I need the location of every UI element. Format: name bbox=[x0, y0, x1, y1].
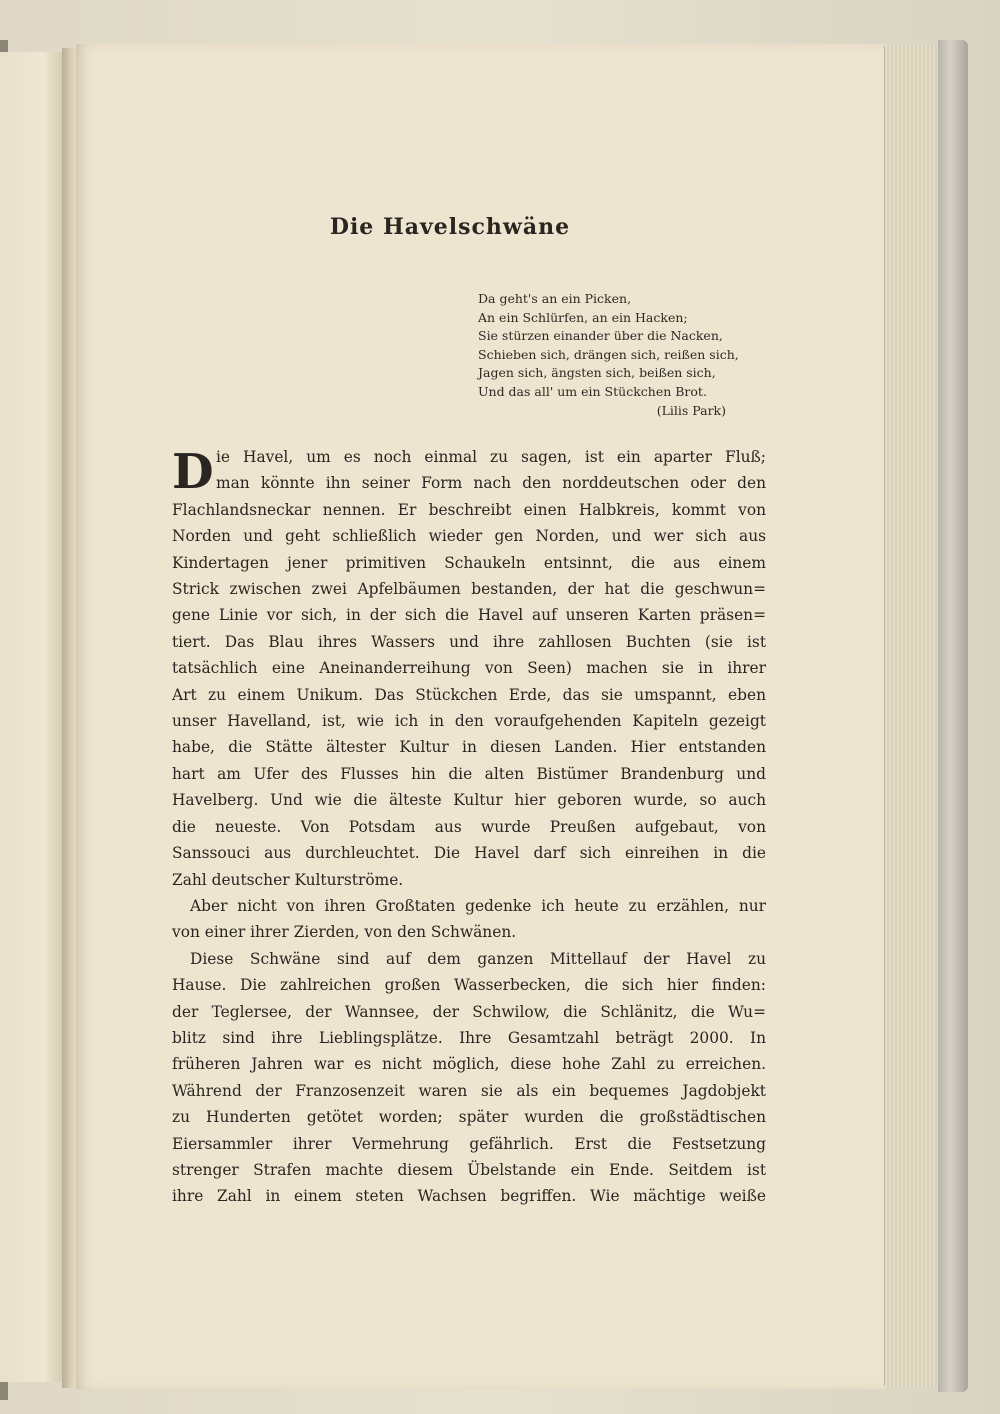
text-line: tatsächlich eine Aneinanderreihung von Seen) machen sie in ihrer bbox=[172, 659, 766, 678]
text-line: ie Havel, um es noch einmal zu sagen, ist ein aparter Fluß; bbox=[216, 448, 766, 466]
epigraph-line: Und das all' um ein Stückchen Brot. bbox=[478, 383, 707, 399]
text-line: tiert. Das Blau ihres Wassers und ihre zahllosen Buchten (sie ist bbox=[172, 632, 766, 651]
text-line: Art zu einem Unikum. Das Stückchen Erde, das sie umspannt, eben bbox=[172, 685, 766, 704]
text-line: ihre Zahl in einem steten Wachsen begriffen. Wie mächtige weiße bbox=[172, 1187, 766, 1206]
epigraph-line: Da geht's an ein Picken, bbox=[478, 291, 632, 306]
epigraph-line: An ein Schlürfen, an ein Hacken; bbox=[478, 309, 688, 325]
text-line: Norden und geht schließlich wieder gen Norden, und wer sich aus bbox=[172, 527, 766, 546]
text-line: habe, die Stätte ältester Kultur in diesen Landen. Hier entstanden bbox=[172, 738, 766, 757]
epigraph-line: Jagen sich, ängsten sich, beißen sich, bbox=[478, 365, 716, 381]
paragraph-1 bbox=[172, 444, 766, 893]
chapter-title: Die Havelschwäne bbox=[329, 214, 571, 240]
text-line: blitz sind ihre Lieblingsplätze. Ihre Gesamtzahl beträgt 2000. In bbox=[172, 1028, 766, 1047]
text-line: strenger Strafen machte diesem Übelstande ein Ende. Seitdem ist bbox=[172, 1160, 766, 1179]
text-line: Aber nicht von ihren Großtaten gedenke ich heute zu erzählen, nur bbox=[190, 896, 766, 915]
text-line: Havelberg. Und wie die älteste Kultur hier geboren wurde, so auch bbox=[172, 791, 766, 810]
epigraph bbox=[478, 290, 748, 420]
text-line: Während der Franzosenzeit waren sie als ein bequemes Jagdobjekt bbox=[172, 1081, 766, 1100]
back-cover-edge bbox=[938, 40, 968, 1392]
text-line: Zahl deutscher Kulturströme. bbox=[172, 870, 404, 889]
text-line: Sanssouci aus durchleuchtet. Die Havel darf sich einreihen in die bbox=[172, 844, 766, 863]
epigraph-line: Sie stürzen einander über die Nacken, bbox=[478, 328, 723, 344]
text-line: Diese Schwäne sind auf dem ganzen Mittellauf der Havel zu bbox=[190, 949, 766, 968]
text-line: man könnte ihn seiner Form nach den norddeutschen oder den bbox=[216, 474, 766, 493]
drop-cap: D bbox=[172, 444, 214, 500]
paragraph-2 bbox=[172, 893, 766, 946]
text-line: Kindertagen jener primitiven Schaukeln entsinnt, die aus einem bbox=[172, 553, 766, 572]
book-gutter bbox=[62, 48, 76, 1388]
left-page-edge bbox=[0, 52, 63, 1382]
text-line: von einer ihrer Zierden, von den Schwänen. bbox=[172, 923, 517, 942]
epigraph-line: Schieben sich, drängen sich, reißen sich, bbox=[478, 346, 739, 362]
text-line: die neueste. Von Potsdam aus wurde Preußen aufgebaut, von bbox=[172, 817, 766, 836]
text-line: der Teglersee, der Wannsee, der Schwilow, die Schlänitz, die Wu= bbox=[172, 1002, 766, 1021]
text-line: zu Hunderten getötet worden; später wurden die großstädtischen bbox=[172, 1108, 766, 1127]
epigraph-source: (Lilis Park) bbox=[656, 402, 726, 418]
page-stack-edges bbox=[884, 46, 939, 1386]
text-line: Eiersammler ihrer Vermehrung gefährlich. Erst die Festsetzung bbox=[172, 1134, 766, 1153]
text-line: früheren Jahren war es nicht möglich, diese hohe Zahl zu erreichen. bbox=[172, 1055, 766, 1074]
text-line: gene Linie vor sich, in der sich die Havel auf unseren Karten präsen= bbox=[172, 606, 766, 625]
text-line: Strick zwischen zwei Apfelbäumen bestanden, der hat die geschwun= bbox=[172, 580, 766, 599]
text-line: Hause. Die zahlreichen großen Wasserbecken, die sich hier finden: bbox=[172, 976, 766, 995]
text-line: unser Havelland, ist, wie ich in den voraufgehenden Kapiteln gezeigt bbox=[172, 712, 766, 731]
paragraph-3 bbox=[172, 946, 766, 1210]
text-line: Flachlandsneckar nennen. Er beschreibt einen Halbkreis, kommt von bbox=[172, 500, 766, 519]
body-text bbox=[172, 444, 766, 1210]
text-line: hart am Ufer des Flusses hin die alten Bistümer Brandenburg und bbox=[172, 764, 766, 783]
